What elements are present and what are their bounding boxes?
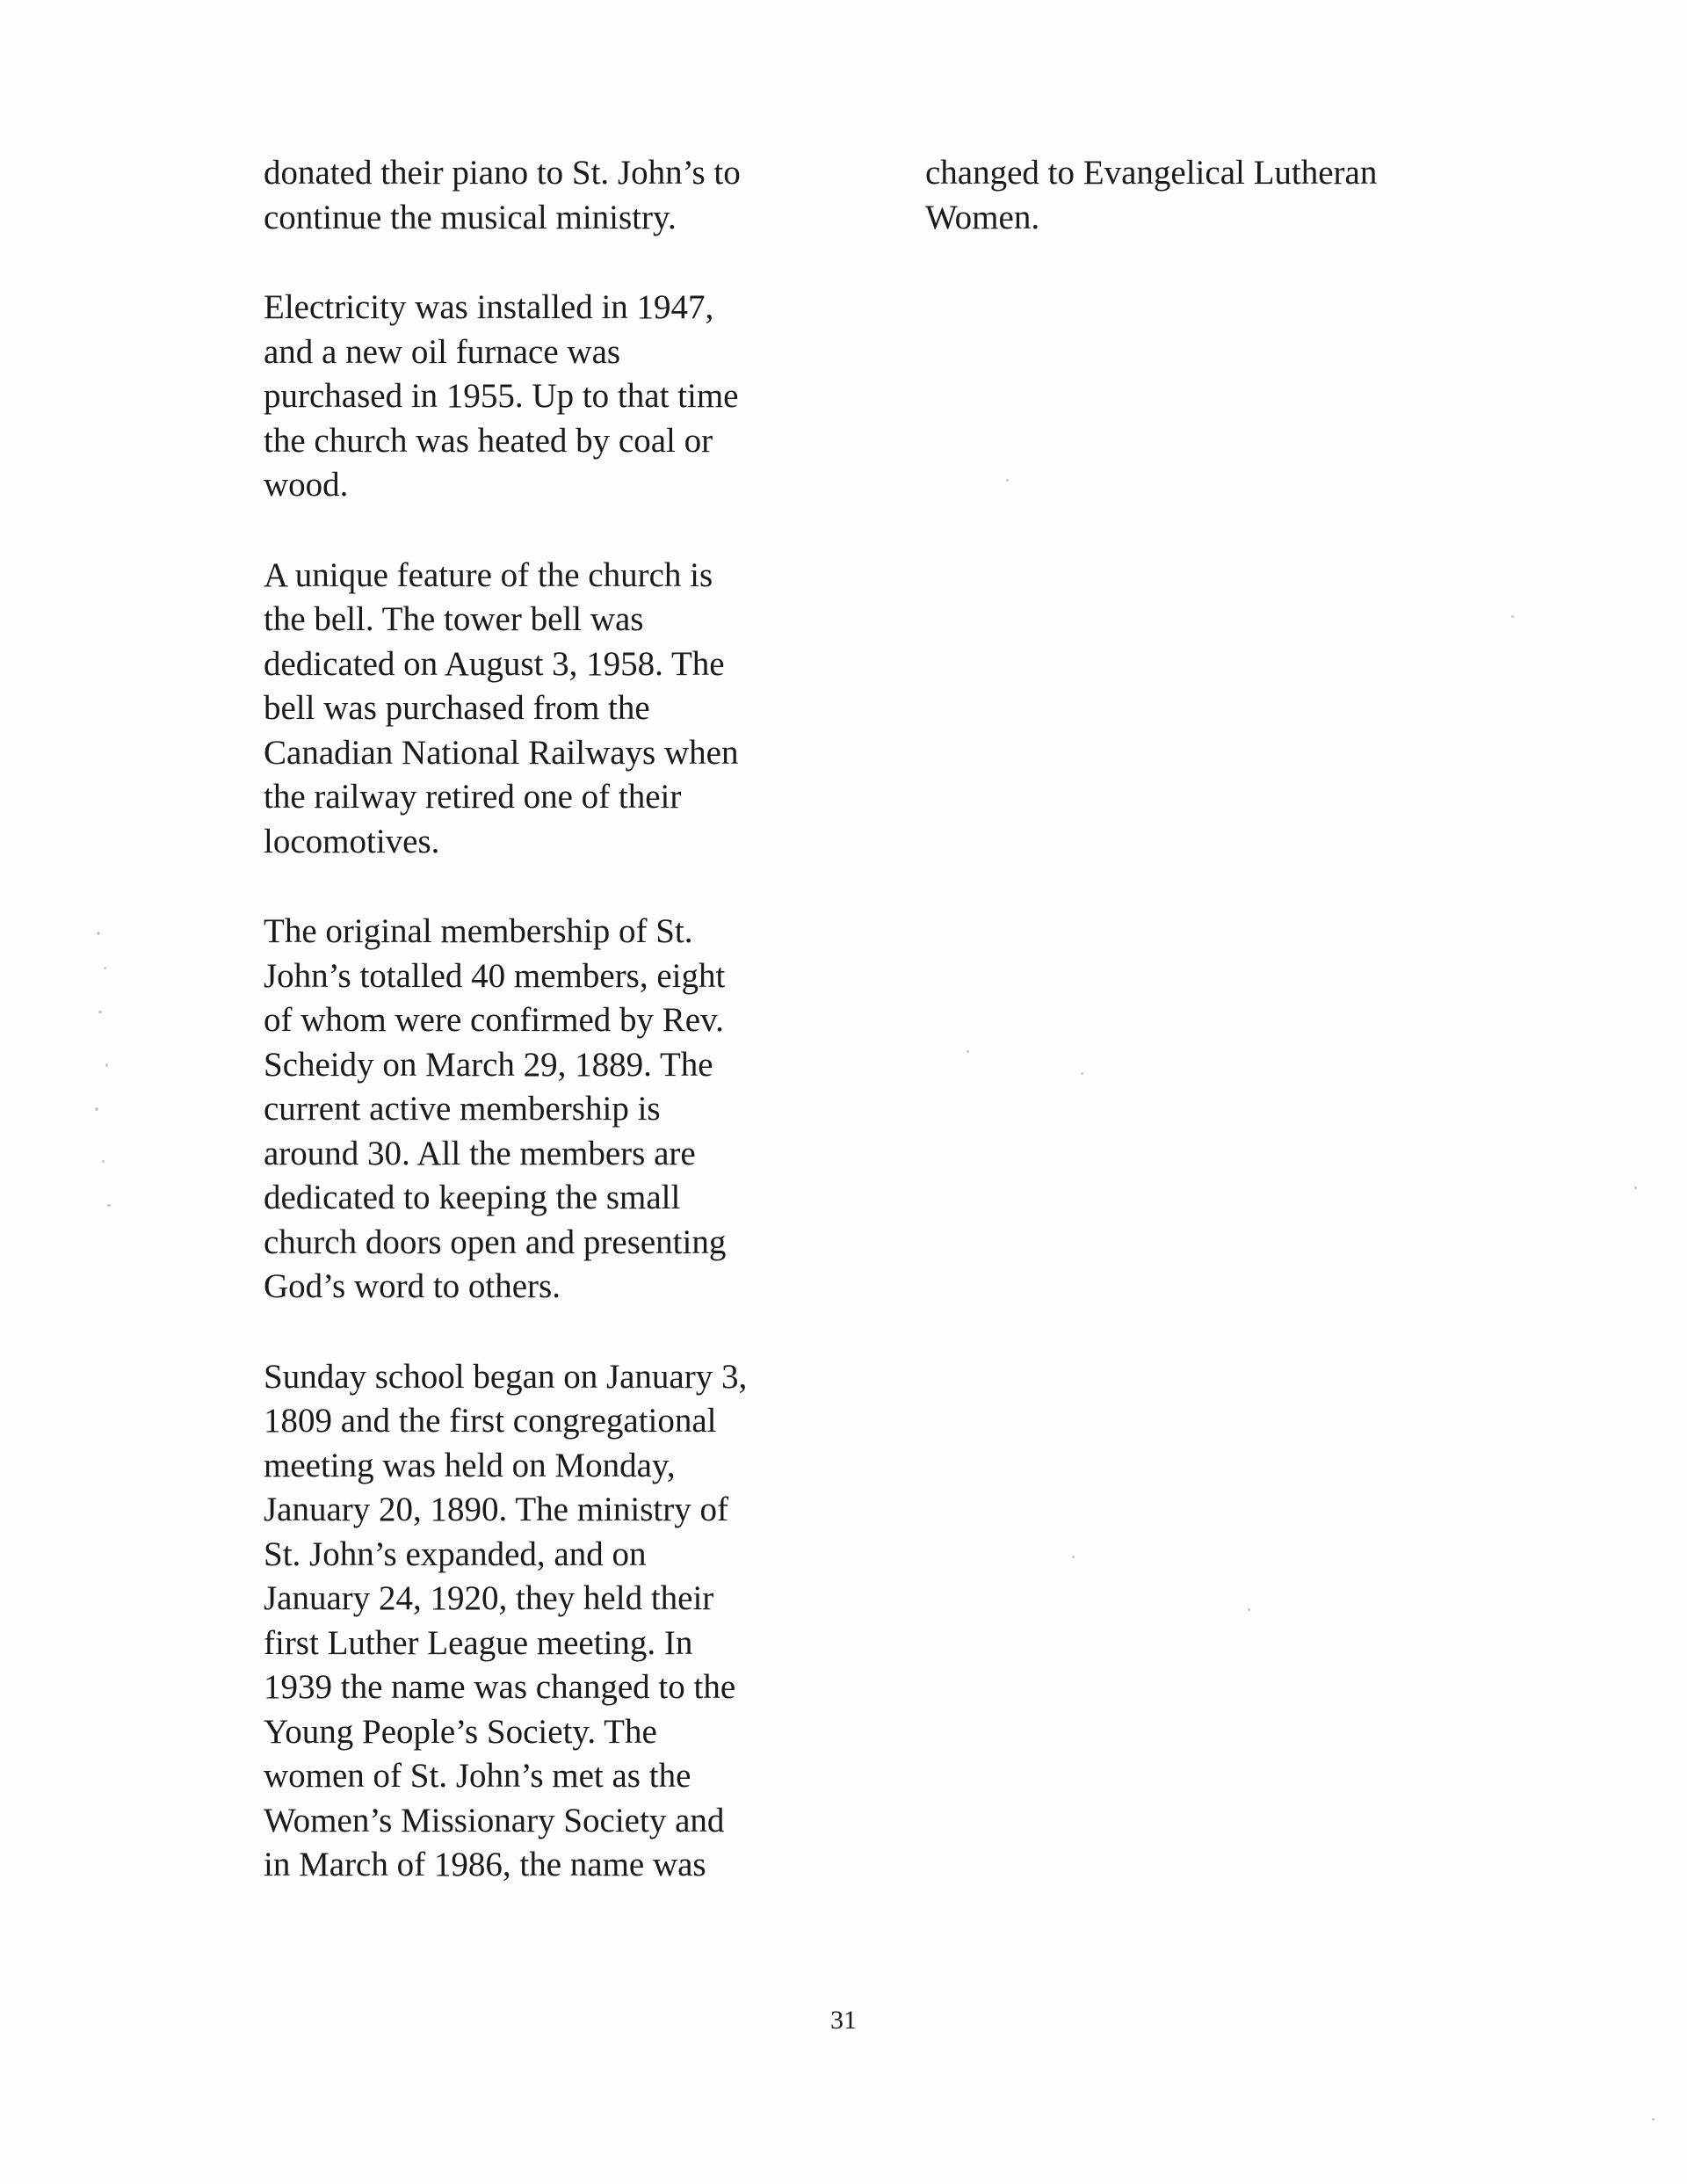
scan-speckle — [1511, 615, 1514, 618]
paragraph-membership: The original membership of St. John’s totalled 40 members, eight of whom were confirmed by Rev. Scheidy on March 29, 1889. The current active membership is around 30. All the members are dedicated to keeping the small church doors open and presenting God’s word to others. — [264, 912, 727, 1305]
scan-speckle — [1248, 1608, 1250, 1611]
scan-speckle — [107, 1204, 111, 1207]
paragraph-lutheran-women: changed to Evangelical Lutheran Women. — [925, 154, 1378, 236]
paragraph-bell: A unique feature of the church is the bell. The tower bell was dedicated on August 3, 1958. The bell was purchased from the Canadian National Railways when the railway retired one of their locomotives. — [264, 555, 739, 860]
scan-speckle — [1072, 1556, 1075, 1558]
right-text-column — [925, 151, 1505, 286]
left-text-column — [264, 151, 844, 1934]
scan-speckle — [1634, 1186, 1637, 1189]
scan-speckle — [104, 967, 106, 969]
scan-speckle — [967, 1050, 969, 1053]
scan-speckle — [1652, 2118, 1654, 2121]
paragraph-piano: donated their piano to St. John’s to continue the musical ministry. — [264, 154, 741, 236]
scan-speckle — [102, 1160, 105, 1163]
paragraph-electricity: Electricity was installed in 1947, and a new oil furnace was purchased in 1955. Up to that time the church was heated by coal or wood. — [264, 288, 739, 504]
paragraph-sunday-school: Sunday school began on January 3, 1809 and the first congregational meeting was held on Monday, January 20, 1890. The ministry of St. John’s expanded, and on January 24, 1920, they held their first Luther League meeting. In 1939 the name was changed to the Young People’s Society. The women of St. John’s met as the Women’s Missionary Society and in March of 1986, the name was — [264, 1357, 748, 1883]
page-number: 31 — [830, 2006, 857, 2035]
scan-speckle — [1081, 1072, 1083, 1075]
scan-speckle — [105, 1063, 108, 1067]
scan-speckle — [1006, 479, 1009, 482]
scan-speckle — [97, 932, 100, 935]
scan-speckle — [95, 1107, 98, 1111]
scan-speckle — [98, 1011, 102, 1013]
